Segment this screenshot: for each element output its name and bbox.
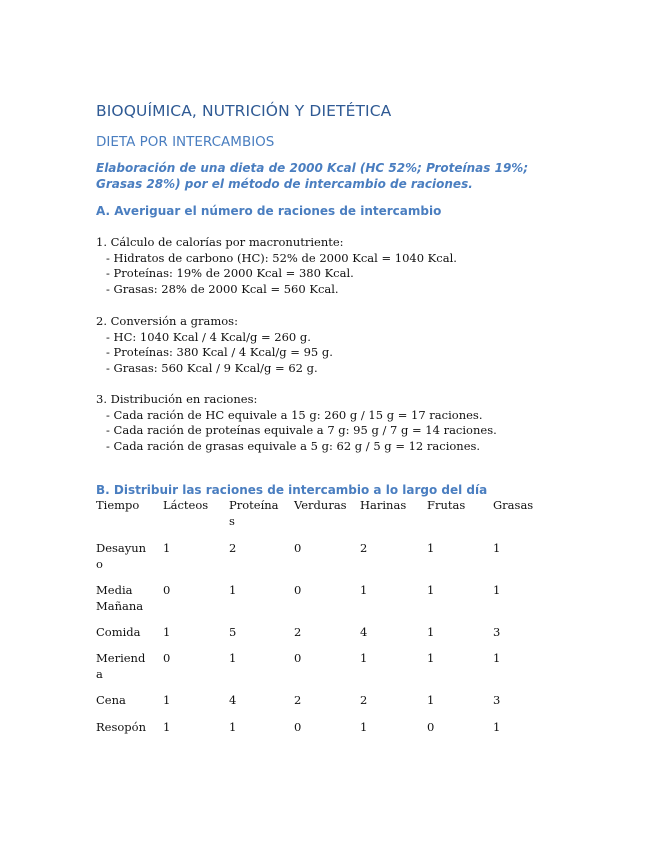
table-cell: 1 bbox=[229, 651, 237, 665]
part-b-heading: B. Distribuir las raciones de intercambio a lo largo del día bbox=[96, 483, 488, 497]
step-3-line: - Cada ración de HC equivale a 15 g: 260 g / 15 g = 17 raciones. bbox=[106, 407, 483, 422]
table-cell: 0 bbox=[163, 651, 171, 665]
table-cell: 0 bbox=[294, 541, 302, 555]
table-header-cell: Grasas bbox=[493, 498, 534, 512]
table-cell: 1 bbox=[493, 583, 501, 597]
step-3-line: - Cada ración de grasas equivale a 5 g: 62 g / 5 g = 12 raciones. bbox=[106, 439, 481, 454]
table-cell: 1 bbox=[427, 693, 435, 707]
table-header-cell: Proteínas bbox=[229, 498, 279, 528]
step-2-title: 2. Conversión a gramos: bbox=[96, 314, 238, 328]
step-1-line: - Hidratos de carbono (HC): 52% de 2000 Kcal = 1040 Kcal. bbox=[106, 250, 457, 265]
table-header-cell: Harinas bbox=[360, 498, 407, 512]
table-cell: Media Mañana bbox=[96, 583, 144, 613]
step-2-line: - Proteínas: 380 Kcal / 4 Kcal/g = 95 g. bbox=[106, 345, 333, 360]
table-cell: 1 bbox=[229, 583, 237, 597]
table-cell: 1 bbox=[360, 720, 368, 734]
table-cell: 1 bbox=[427, 583, 435, 597]
table-header-cell: Lácteos bbox=[163, 498, 209, 512]
step-3-block bbox=[96, 392, 497, 455]
table-header-cell: Frutas bbox=[427, 498, 466, 512]
table-cell: 1 bbox=[163, 541, 171, 555]
table-cell: 1 bbox=[427, 541, 435, 555]
table-cell: 1 bbox=[493, 541, 501, 555]
table-cell: 4 bbox=[360, 625, 368, 639]
table-cell: Cena bbox=[96, 693, 126, 707]
table-cell: 5 bbox=[229, 625, 237, 639]
step-1-line: - Proteínas: 19% de 2000 Kcal = 380 Kcal. bbox=[106, 266, 354, 281]
table-cell: 3 bbox=[493, 625, 501, 639]
step-3-line: - Cada ración de proteínas equivale a 7 g: 95 g / 7 g = 14 raciones. bbox=[106, 423, 497, 438]
part-a-heading: A. Averiguar el número de raciones de intercambio bbox=[96, 204, 442, 218]
table-cell: 2 bbox=[360, 693, 368, 707]
table-cell: 0 bbox=[294, 583, 302, 597]
table-header-cell: Verduras bbox=[294, 498, 347, 512]
step-2-line: - HC: 1040 Kcal / 4 Kcal/g = 260 g. bbox=[106, 329, 311, 344]
table-cell: 0 bbox=[294, 720, 302, 734]
table-cell: 2 bbox=[294, 693, 302, 707]
table-cell: 4 bbox=[229, 693, 237, 707]
table-cell: 1 bbox=[493, 720, 501, 734]
table-cell: 1 bbox=[163, 625, 171, 639]
table-cell: 0 bbox=[294, 651, 302, 665]
table-cell: Resopón bbox=[96, 720, 146, 734]
table-cell: Comida bbox=[96, 625, 141, 639]
document-title: BIOQUÍMICA, NUTRICIÓN Y DIETÉTICA bbox=[96, 102, 392, 120]
table-cell: Desayuno bbox=[96, 541, 147, 571]
step-2-line: - Grasas: 560 Kcal / 9 Kcal/g = 62 g. bbox=[106, 361, 318, 376]
section-title: DIETA POR INTERCAMBIOS bbox=[96, 134, 275, 150]
table-cell: 0 bbox=[427, 720, 435, 734]
table-cell: 1 bbox=[427, 625, 435, 639]
table-cell: 2 bbox=[229, 541, 237, 555]
table-cell: 2 bbox=[360, 541, 368, 555]
table-cell: Merienda bbox=[96, 651, 146, 681]
table-cell: 1 bbox=[229, 720, 237, 734]
table-cell: 1 bbox=[493, 651, 501, 665]
table-cell: 1 bbox=[163, 693, 171, 707]
table-cell: 0 bbox=[163, 583, 171, 597]
table-cell: 2 bbox=[294, 625, 302, 639]
table-cell: 3 bbox=[493, 693, 501, 707]
table-cell: 1 bbox=[360, 651, 368, 665]
step-1-block bbox=[96, 235, 457, 298]
table-cell: 1 bbox=[360, 583, 368, 597]
subtitle: Elaboración de una dieta de 2000 Kcal (HC 52%; Proteínas 19%; Grasas 28%) por el método de intercambio de raciones. bbox=[96, 161, 529, 191]
step-2-block bbox=[96, 314, 333, 377]
table-header-cell: Tiempo bbox=[96, 498, 140, 512]
table-cell: 1 bbox=[427, 651, 435, 665]
step-1-line: - Grasas: 28% de 2000 Kcal = 560 Kcal. bbox=[106, 282, 339, 297]
step-3-title: 3. Distribución en raciones: bbox=[96, 392, 258, 406]
step-1-title: 1. Cálculo de calorías por macronutriente: bbox=[96, 235, 344, 249]
table-cell: 1 bbox=[163, 720, 171, 734]
